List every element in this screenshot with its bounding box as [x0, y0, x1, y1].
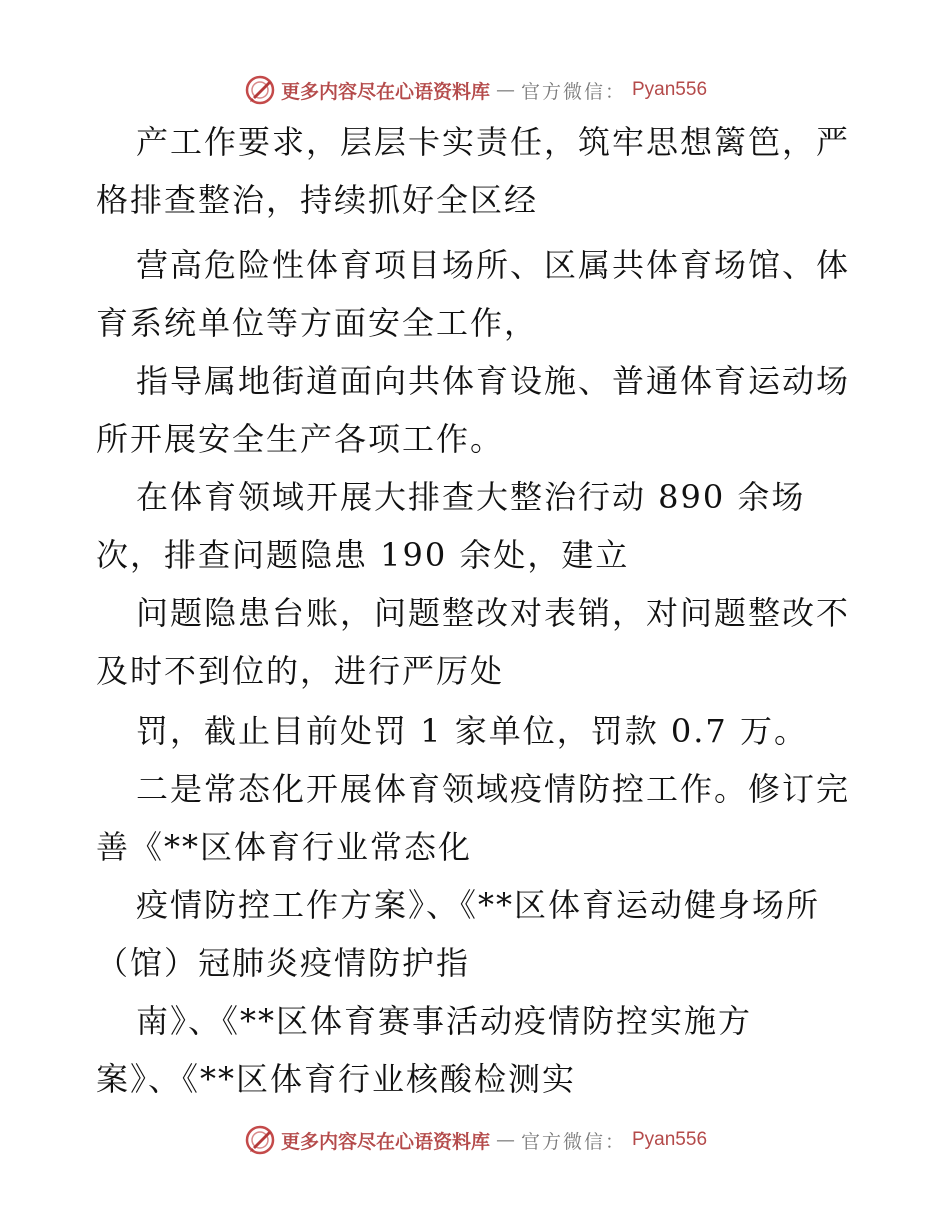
text-line: 南》、《**区体育赛事活动疫情防控实施方 — [136, 1002, 753, 1040]
watermark-wechat-id: Pyan556 — [632, 79, 708, 100]
text-line: 产工作要求，层层卡实责任，筑牢思想篱笆，严 — [136, 123, 851, 161]
text-line: 罚，截止目前处罚 1 家单位，罚款 0.7 万。 — [136, 712, 808, 750]
watermark-site-text: 更多内容尽在心语资料库 — [280, 1130, 490, 1153]
text-line: （馆）冠肺炎疫情防护指 — [96, 944, 471, 982]
text-line: 次，排查问题隐患 190 余处，建立 — [96, 536, 630, 574]
text-line: 所开展安全生产各项工作。 — [96, 420, 505, 458]
watermark-site-text: 更多内容尽在心语资料库 — [280, 80, 490, 103]
footer-watermark — [0, 1120, 950, 1160]
watermark-wechat-label: 官方微信： — [520, 1130, 626, 1153]
text-line: 二是常态化开展体育领域疫情防控工作。修订完 — [136, 770, 851, 808]
logo-icon — [243, 73, 277, 107]
header-watermark — [0, 70, 950, 110]
text-line: 善《**区体育行业常态化 — [96, 828, 473, 866]
text-line: 指导属地街道面向共体育设施、普通体育运动场 — [136, 362, 851, 400]
text-line: 格排查整治，持续抓好全区经 — [96, 181, 539, 219]
text-line: 案》、《**区体育行业核酸检测实 — [96, 1060, 577, 1098]
text-line: 及时不到位的，进行严厉处 — [96, 652, 505, 690]
watermark-separator: — — [495, 1129, 515, 1151]
text-line: 在体育领域开展大排查大整治行动 890 余场 — [136, 478, 806, 516]
watermark-wechat-id: Pyan556 — [632, 1129, 708, 1150]
text-line: 育系统单位等方面安全工作， — [96, 304, 539, 342]
watermark-wechat-label: 官方微信： — [520, 80, 626, 103]
watermark-separator: — — [495, 79, 515, 101]
text-line: 疫情防控工作方案》、《**区体育运动健身场所 — [136, 886, 821, 924]
text-line: 营高危险性体育项目场所、区属共体育场馆、体 — [136, 246, 851, 284]
logo-icon — [243, 1123, 277, 1157]
text-line: 问题隐患台账，问题整改对表销，对问题整改不 — [136, 594, 851, 632]
